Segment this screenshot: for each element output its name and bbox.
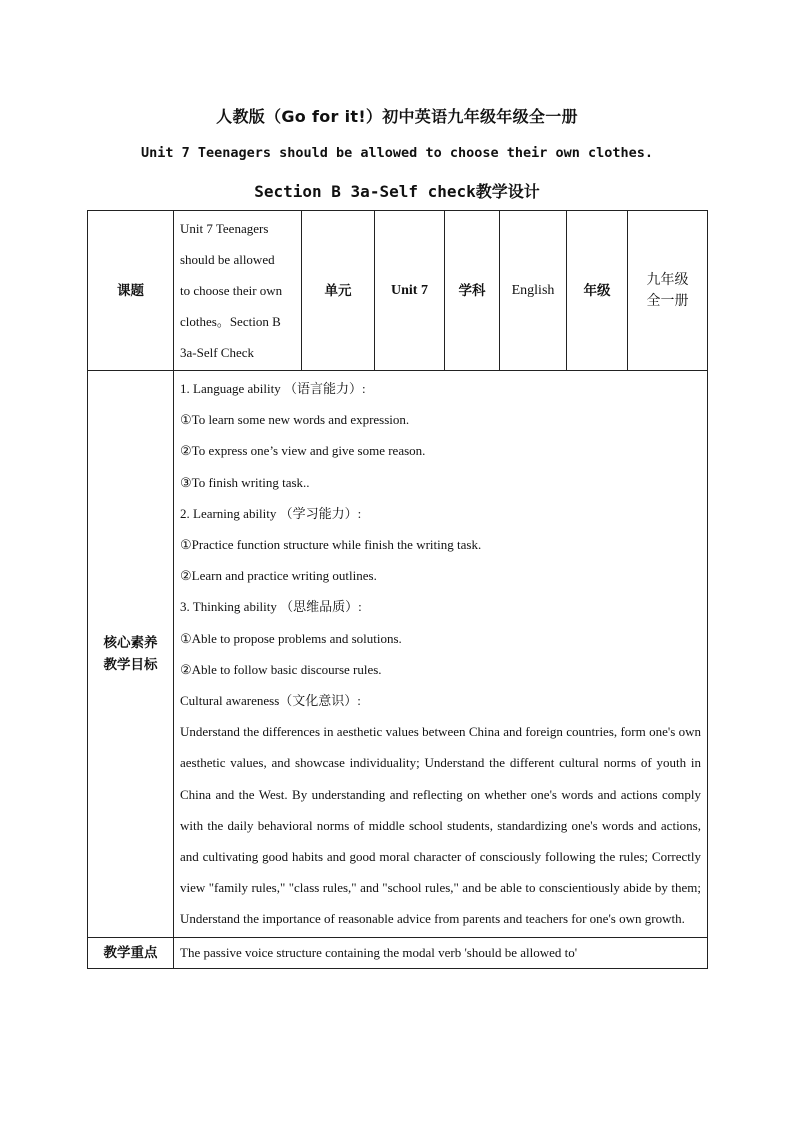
objectives-label-line: 核心素养	[103, 634, 158, 651]
objective-line: 2. Learning ability （学习能力）:	[180, 505, 362, 521]
topic-line: 3a-Self Check	[180, 345, 255, 360]
objective-line: Cultural awareness（文化意识）:	[180, 693, 361, 709]
topic-value	[174, 211, 302, 371]
topic-line: clothes。Section B	[180, 314, 281, 329]
objective-line: ①Practice function structure while finish the writing task.	[180, 537, 482, 553]
objective-line: ③To finish writing task..	[180, 474, 310, 490]
objective-line: ①To learn some new words and expression.	[180, 412, 410, 428]
section-title: Section B 3a-Self check教学设计	[254, 182, 540, 201]
objective-line: 3. Thinking ability （思维品质）:	[180, 599, 362, 615]
lesson-plan-table	[87, 210, 708, 969]
key-points-text: The passive voice structure containing the modal verb 'should be allowed to'	[174, 937, 708, 968]
key-points-row	[88, 937, 708, 968]
objectives-row	[88, 371, 708, 938]
cultural-awareness-paragraph: Understand the differences in aesthetic values between China and foreign countries, form one's own aesthetic values, and showcase individuality; Understand the different cultural norms of youth in China and the West. By understanding and reflecting on whether one's words and actions comply with the daily behavioral norms of middle school students, standardizing one's words and actions, and cultivating good habits and good moral character of consciously following the rules; Correctly view "family rules," "class rules," and "school rules," and be able to conscientiously abide by them; Understand the importance of reasonable advice from parents and teachers for one's own growth.	[180, 724, 701, 927]
objectives-label	[88, 371, 174, 938]
grade-label: 年级	[567, 211, 628, 371]
unit-title: Unit 7 Teenagers should be allowed to choose their own clothes.	[140, 145, 654, 161]
objectives-content	[174, 371, 708, 938]
objective-line: 1. Language ability （语言能力）:	[180, 381, 366, 396]
topic-label: 课题	[88, 211, 174, 371]
grade-line: 九年级	[646, 271, 689, 288]
subject-value: English	[500, 211, 567, 371]
objective-line: ①Able to propose problems and solutions.	[180, 630, 402, 646]
unit-label: 单元	[302, 211, 375, 371]
grade-line: 全一册	[646, 292, 689, 309]
topic-line: to choose their own	[180, 283, 283, 298]
key-points-label: 教学重点	[88, 937, 174, 968]
grade-value	[628, 211, 708, 371]
objective-line: ②To express one’s view and give some reason.	[180, 443, 426, 459]
subject-label: 学科	[445, 211, 500, 371]
info-row	[88, 211, 708, 371]
objective-line: ②Learn and practice writing outlines.	[180, 568, 377, 584]
objective-line: ②Able to follow basic discourse rules.	[180, 661, 382, 677]
objectives-label-line: 教学目标	[103, 656, 158, 673]
unit-value: Unit 7	[375, 211, 445, 371]
topic-line: should be allowed	[180, 252, 275, 267]
topic-line: Unit 7 Teenagers	[180, 221, 269, 236]
document-title: 人教版（Go for it!）初中英语九年级年级全一册	[216, 107, 578, 126]
